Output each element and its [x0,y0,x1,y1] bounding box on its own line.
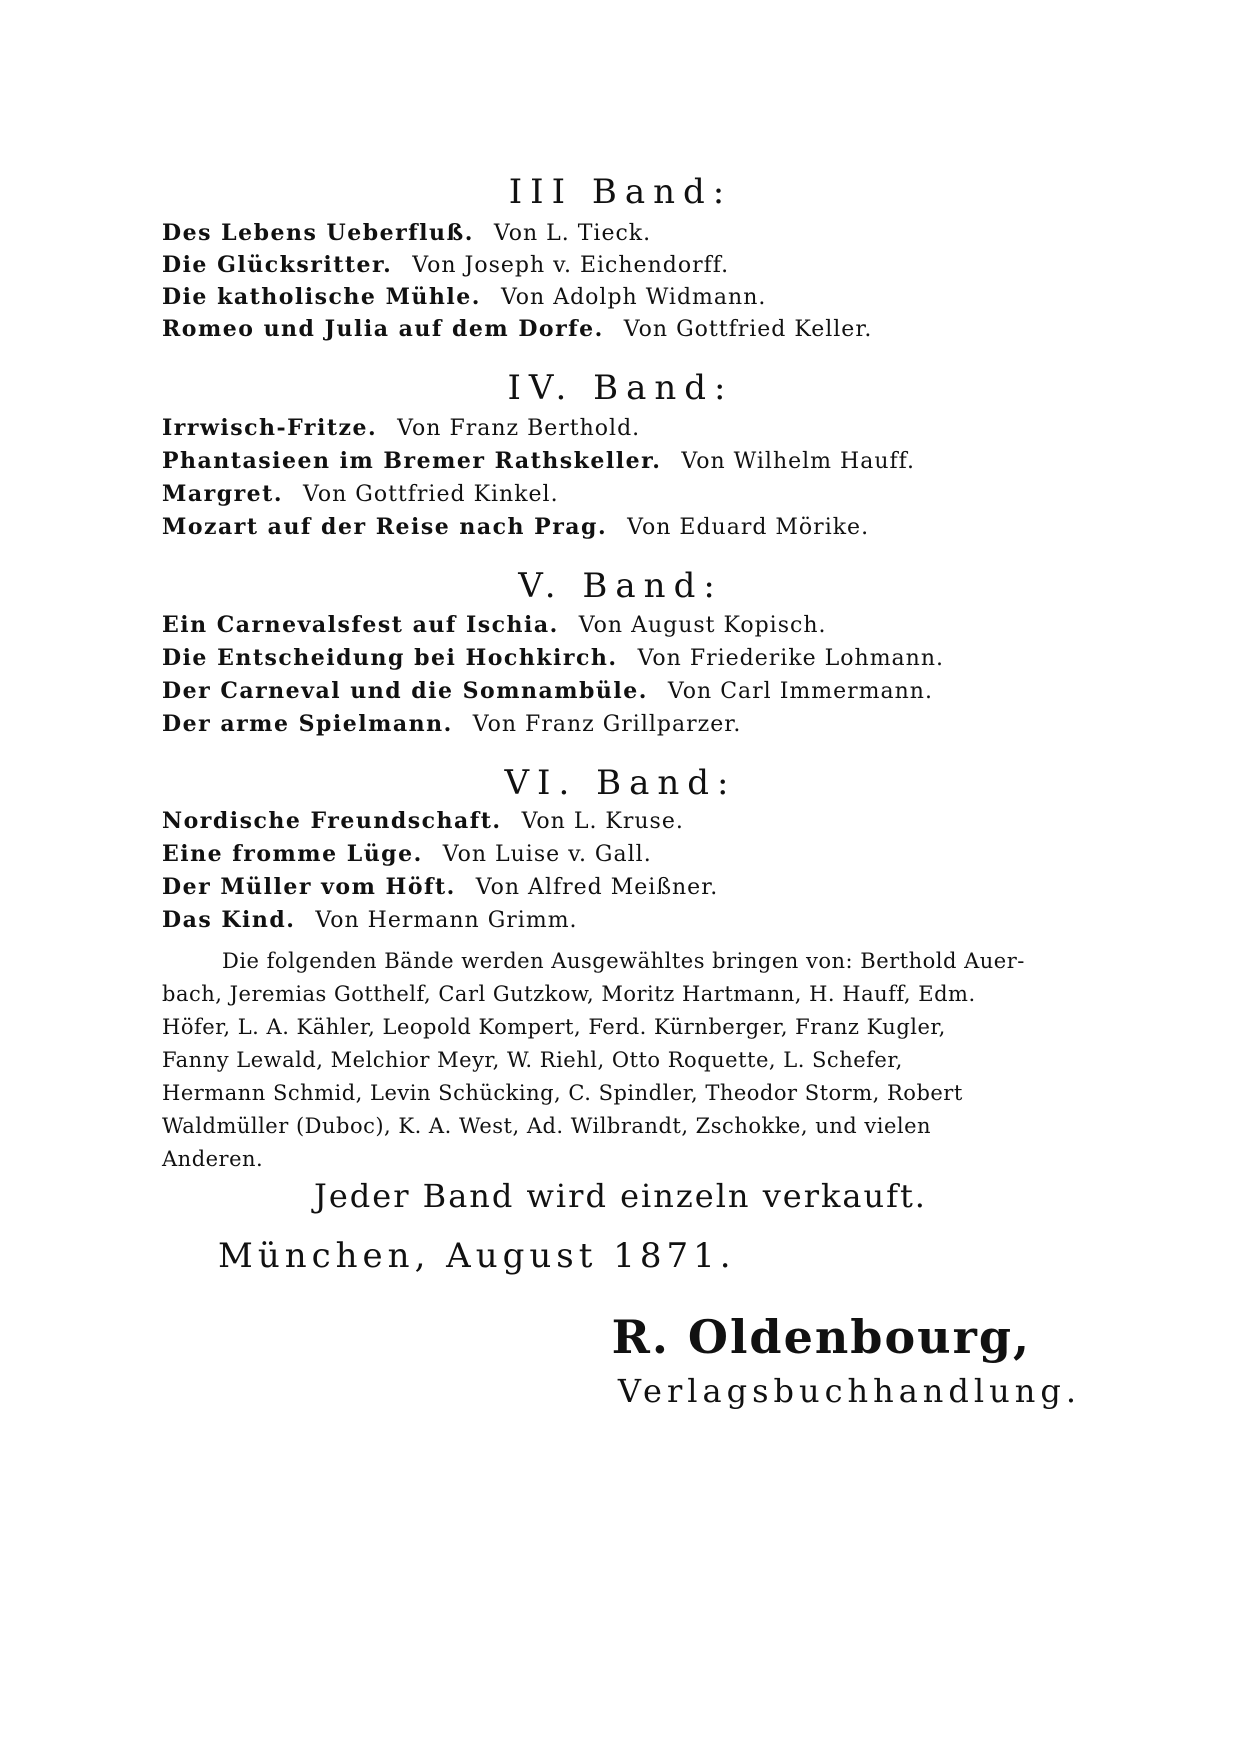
entry-title: Eine fromme Lüge. [162,841,423,867]
band-entry [162,643,1162,674]
band-heading-v: V. Band: [518,566,723,606]
entry-author: Von August Kopisch. [578,613,827,638]
band-entry [162,218,1162,249]
place-date: München, August 1871. [218,1236,736,1276]
entry-author: Von Franz Grillparzer. [472,712,742,737]
sold-separately-note: Jeder Band wird einzeln verkauft. [314,1177,927,1215]
notice-line: Fanny Lewald, Melchior Meyr, W. Riehl, Otto Roquette, L. Schefer, [162,1048,903,1072]
entry-author: Von L. Kruse. [521,809,684,834]
entry-author: Von Gottfried Keller. [623,317,873,342]
entry-title: Romeo und Julia auf dem Dorfe. [162,316,604,342]
entry-title: Irrwisch-Fritze. [162,415,378,441]
band-entry [162,905,1162,936]
entry-title: Mozart auf der Reise nach Prag. [162,514,608,540]
notice-line: bach, Jeremias Gotthelf, Carl Gutzkow, Moritz Hartmann, H. Hauff, Edm. [162,982,976,1006]
entry-title: Phantasieen im Bremer Rathskeller. [162,448,662,474]
entry-author: Von Franz Berthold. [397,416,641,441]
entry-author: Von Adolph Widmann. [500,285,767,310]
entry-title: Des Lebens Ueberfluß. [162,220,474,246]
entry-title: Die Entscheidung bei Hochkirch. [162,645,618,671]
publisher-subtitle: Verlagsbuchhandlung. [617,1372,1081,1410]
band-entry [162,806,1162,837]
notice-line: Hermann Schmid, Levin Schücking, C. Spindler, Theodor Storm, Robert [162,1081,963,1105]
entry-title: Der Carneval und die Somnambüle. [162,678,648,704]
entry-author: Von L. Tieck. [493,221,652,246]
band-entry [162,872,1162,903]
upcoming-volumes-notice [162,945,1087,1176]
band-heading-vi: VI. Band: [504,763,737,803]
entry-author: Von Luise v. Gall. [442,842,652,867]
band-entry [162,676,1162,707]
entry-title: Die katholische Mühle. [162,284,481,310]
band-entry [162,314,1162,345]
notice-line: Die folgenden Bände werden Ausgewähltes bringen von: Berthold Auer- [222,949,1025,973]
entry-title: Nordische Freundschaft. [162,808,502,834]
band-entry [162,250,1162,281]
entry-author: Von Carl Immermann. [667,679,933,704]
band-entry [162,839,1162,870]
entry-title: Die Glücksritter. [162,252,393,278]
entry-author: Von Eduard Mörike. [627,515,870,540]
entry-author: Von Alfred Meißner. [475,875,719,900]
entry-author: Von Gottfried Kinkel. [303,482,559,507]
band-entry [162,413,1162,444]
entry-title: Das Kind. [162,907,296,933]
band-entry [162,282,1162,313]
band-heading-iii: III Band: [508,172,733,212]
notice-line: Höfer, L. A. Kähler, Leopold Kompert, Ferd. Kürnberger, Franz Kugler, [162,1015,946,1039]
band-entry [162,610,1162,641]
band-entry [162,479,1162,510]
notice-line: Waldmüller (Duboc), K. A. West, Ad. Wilbrandt, Zschokke, und vielen [162,1114,932,1138]
entry-author: Von Joseph v. Eichendorff. [412,253,730,278]
band-entry [162,709,1162,740]
entry-author: Von Wilhelm Hauff. [681,449,915,474]
entry-author: Von Hermann Grimm. [315,908,578,933]
entry-author: Von Friederike Lohmann. [637,646,945,671]
entry-title: Der Müller vom Höft. [162,874,456,900]
band-heading-iv: IV. Band: [507,368,734,408]
entry-title: Der arme Spielmann. [162,711,453,737]
notice-line: Anderen. [162,1147,264,1171]
publisher-name: R. Oldenbourg, [611,1310,1031,1364]
band-entry [162,446,1162,477]
entry-title: Ein Carnevalsfest auf Ischia. [162,612,559,638]
band-entry [162,512,1162,543]
entry-title: Margret. [162,481,283,507]
